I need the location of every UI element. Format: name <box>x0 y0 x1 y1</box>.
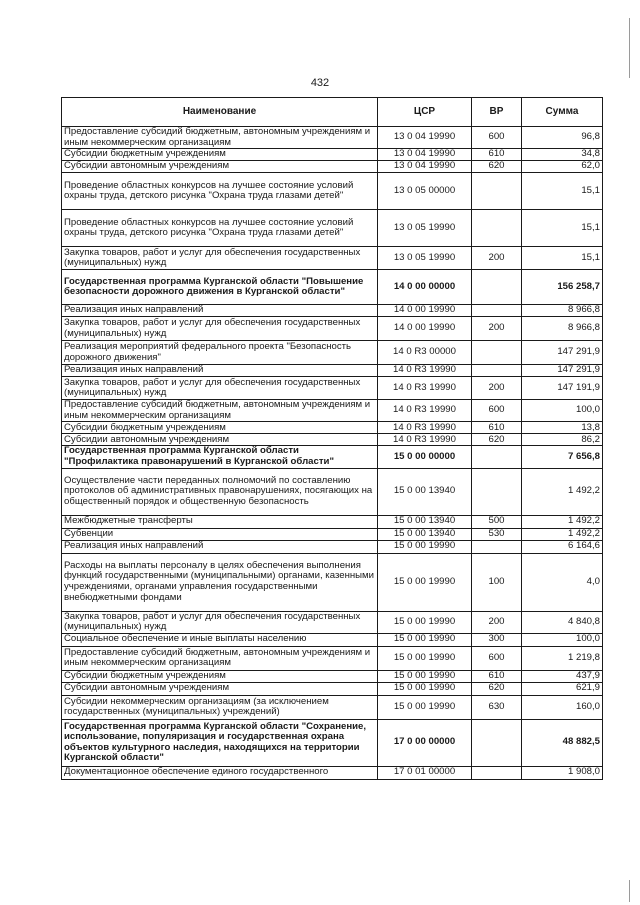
cell-sum: 1 492,2 <box>522 515 603 528</box>
cell-vr: 200 <box>472 247 522 270</box>
cell-csr: 15 0 00 19990 <box>378 611 472 633</box>
cell-csr: 14 0 R3 19990 <box>378 422 472 434</box>
cell-csr: 14 0 R3 19990 <box>378 377 472 400</box>
cell-sum: 160,0 <box>522 695 603 719</box>
budget-table <box>61 97 603 780</box>
cell-name: Предоставление субсидий бюджетным, автономным учреждениям и иным некоммерческим организациям <box>62 646 378 670</box>
cell-name: Межбюджетные трансферты <box>62 515 378 528</box>
cell-name: Расходы на выплаты персоналу в целях обеспечения выполнения функций государственными (муниципальными) органами, казенными учреждениями, органами управления государственными внебюджетными фондами <box>62 553 378 611</box>
cell-csr: 13 0 05 19990 <box>378 247 472 270</box>
cell-csr: 17 0 01 00000 <box>378 766 472 779</box>
cell-name: Субсидии бюджетным учреждениям <box>62 149 378 161</box>
cell-csr: 15 0 00 19990 <box>378 540 472 553</box>
table-row <box>62 161 603 173</box>
cell-name: Документационное обеспечение единого государственного <box>62 766 378 779</box>
cell-vr <box>472 270 522 305</box>
table-row <box>62 173 603 210</box>
cell-vr: 200 <box>472 317 522 341</box>
cell-csr: 15 0 00 00000 <box>378 446 472 468</box>
cell-csr: 15 0 00 13940 <box>378 468 472 515</box>
scan-edge-mark <box>629 18 630 78</box>
cell-csr: 14 0 R3 19990 <box>378 400 472 422</box>
cell-csr: 14 0 R3 19990 <box>378 365 472 377</box>
table-row <box>62 365 603 377</box>
cell-vr <box>472 446 522 468</box>
cell-sum: 34,8 <box>522 149 603 161</box>
cell-sum: 437,9 <box>522 670 603 682</box>
cell-sum: 147 291,9 <box>522 341 603 365</box>
cell-csr: 14 0 00 19990 <box>378 317 472 341</box>
cell-vr: 610 <box>472 149 522 161</box>
table-row <box>62 695 603 719</box>
table-row <box>62 633 603 646</box>
cell-vr: 620 <box>472 682 522 695</box>
cell-csr: 15 0 00 19990 <box>378 670 472 682</box>
cell-csr: 17 0 00 00000 <box>378 719 472 766</box>
cell-sum: 1 492,2 <box>522 468 603 515</box>
table-row <box>62 127 603 149</box>
table-row <box>62 646 603 670</box>
cell-name: Предоставление субсидий бюджетным, автономным учреждениям и иным некоммерческим организациям <box>62 400 378 422</box>
table-row <box>62 611 603 633</box>
table-row <box>62 515 603 528</box>
scan-edge-mark <box>629 880 630 902</box>
cell-csr: 13 0 05 19990 <box>378 210 472 247</box>
cell-sum: 1 492,2 <box>522 528 603 540</box>
cell-csr: 15 0 00 19990 <box>378 633 472 646</box>
cell-csr: 14 0 00 00000 <box>378 270 472 305</box>
table-row <box>62 400 603 422</box>
cell-sum: 621,9 <box>522 682 603 695</box>
cell-csr: 14 0 00 19990 <box>378 305 472 317</box>
table-body <box>62 127 603 780</box>
cell-sum: 13,8 <box>522 422 603 434</box>
cell-vr: 600 <box>472 646 522 670</box>
cell-csr: 15 0 00 13940 <box>378 515 472 528</box>
cell-name: Осуществление части переданных полномочий по составлению протоколов об административных правонарушениях, посягающих на общественный порядок и общественную безопасность <box>62 468 378 515</box>
cell-sum: 147 291,9 <box>522 365 603 377</box>
cell-sum: 1 908,0 <box>522 766 603 779</box>
table-row <box>62 270 603 305</box>
cell-vr <box>472 341 522 365</box>
cell-sum: 15,1 <box>522 173 603 210</box>
cell-csr: 15 0 00 19990 <box>378 646 472 670</box>
cell-vr: 300 <box>472 633 522 646</box>
header-csr: ЦСР <box>378 98 472 127</box>
table-header-row <box>62 98 603 127</box>
cell-sum: 62,0 <box>522 161 603 173</box>
cell-vr: 200 <box>472 377 522 400</box>
cell-sum: 7 656,8 <box>522 446 603 468</box>
cell-name: Субсидии бюджетным учреждениям <box>62 422 378 434</box>
cell-name: Субсидии автономным учреждениям <box>62 434 378 446</box>
header-sum: Сумма <box>522 98 603 127</box>
table-row <box>62 422 603 434</box>
cell-name: Социальное обеспечение и иные выплаты населению <box>62 633 378 646</box>
cell-vr: 610 <box>472 422 522 434</box>
cell-sum: 156 258,7 <box>522 270 603 305</box>
cell-name: Закупка товаров, работ и услуг для обеспечения государственных (муниципальных) нужд <box>62 611 378 633</box>
cell-csr: 13 0 04 19990 <box>378 161 472 173</box>
cell-name: Закупка товаров, работ и услуг для обеспечения государственных (муниципальных) нужд <box>62 247 378 270</box>
cell-csr: 13 0 04 19990 <box>378 149 472 161</box>
cell-vr: 620 <box>472 161 522 173</box>
header-vr: ВР <box>472 98 522 127</box>
cell-name: Субсидии бюджетным учреждениям <box>62 670 378 682</box>
cell-vr <box>472 540 522 553</box>
table-row <box>62 247 603 270</box>
cell-csr: 14 0 R3 19990 <box>378 434 472 446</box>
cell-csr: 15 0 00 19990 <box>378 682 472 695</box>
cell-sum: 6 164,6 <box>522 540 603 553</box>
table-row <box>62 149 603 161</box>
cell-csr: 15 0 00 19990 <box>378 695 472 719</box>
cell-name: Закупка товаров, работ и услуг для обеспечения государственных (муниципальных) нужд <box>62 377 378 400</box>
cell-vr: 610 <box>472 670 522 682</box>
cell-csr: 13 0 05 00000 <box>378 173 472 210</box>
cell-csr: 13 0 04 19990 <box>378 127 472 149</box>
table-row <box>62 434 603 446</box>
cell-vr: 620 <box>472 434 522 446</box>
table-row <box>62 377 603 400</box>
table-row <box>62 528 603 540</box>
cell-name: Субсидии автономным учреждениям <box>62 682 378 695</box>
cell-sum: 86,2 <box>522 434 603 446</box>
cell-name: Проведение областных конкурсов на лучшее состояние условий охраны труда, детского рисунка "Охрана труда глазами детей" <box>62 173 378 210</box>
cell-sum: 100,0 <box>522 400 603 422</box>
cell-name: Государственная программа Курганской области "Профилактика правонарушений в Курганской области" <box>62 446 378 468</box>
cell-sum: 147 191,9 <box>522 377 603 400</box>
cell-sum: 100,0 <box>522 633 603 646</box>
cell-sum: 4 840,8 <box>522 611 603 633</box>
cell-vr <box>472 766 522 779</box>
table-row <box>62 468 603 515</box>
cell-name: Государственная программа Курганской области "Сохранение, использование, популяризация и государственная охрана объектов культурного наследия, находящихся на территории Курганской области" <box>62 719 378 766</box>
cell-vr <box>472 365 522 377</box>
table-row <box>62 540 603 553</box>
cell-vr: 200 <box>472 611 522 633</box>
cell-name: Реализация иных направлений <box>62 540 378 553</box>
table-row <box>62 317 603 341</box>
cell-name: Закупка товаров, работ и услуг для обеспечения государственных (муниципальных) нужд <box>62 317 378 341</box>
table-row <box>62 670 603 682</box>
cell-name: Реализация иных направлений <box>62 365 378 377</box>
cell-name: Государственная программа Курганской области "Повышение безопасности дорожного движения в Курганской области" <box>62 270 378 305</box>
cell-sum: 48 882,5 <box>522 719 603 766</box>
cell-sum: 8 966,8 <box>522 317 603 341</box>
cell-vr: 100 <box>472 553 522 611</box>
header-name: Наименование <box>62 98 378 127</box>
cell-name: Реализация иных направлений <box>62 305 378 317</box>
cell-name: Субсидии автономным учреждениям <box>62 161 378 173</box>
cell-sum: 4,0 <box>522 553 603 611</box>
table-row <box>62 305 603 317</box>
cell-vr: 600 <box>472 400 522 422</box>
cell-name: Предоставление субсидий бюджетным, автономным учреждениям и иным некоммерческим организациям <box>62 127 378 149</box>
cell-csr: 15 0 00 19990 <box>378 553 472 611</box>
cell-vr: 500 <box>472 515 522 528</box>
cell-name: Субвенции <box>62 528 378 540</box>
cell-vr <box>472 719 522 766</box>
table-row <box>62 341 603 365</box>
cell-vr: 630 <box>472 695 522 719</box>
table-row <box>62 210 603 247</box>
cell-sum: 1 219,8 <box>522 646 603 670</box>
cell-vr <box>472 210 522 247</box>
table-row <box>62 553 603 611</box>
cell-name: Проведение областных конкурсов на лучшее состояние условий охраны труда, детского рисунка "Охрана труда глазами детей" <box>62 210 378 247</box>
cell-vr <box>472 468 522 515</box>
table-row <box>62 719 603 766</box>
cell-sum: 15,1 <box>522 247 603 270</box>
cell-sum: 96,8 <box>522 127 603 149</box>
table-row <box>62 446 603 468</box>
cell-sum: 8 966,8 <box>522 305 603 317</box>
cell-vr <box>472 173 522 210</box>
cell-vr: 530 <box>472 528 522 540</box>
table-row <box>62 682 603 695</box>
cell-csr: 14 0 R3 00000 <box>378 341 472 365</box>
cell-name: Реализация мероприятий федерального проекта "Безопасность дорожного движения" <box>62 341 378 365</box>
cell-vr <box>472 305 522 317</box>
cell-csr: 15 0 00 13940 <box>378 528 472 540</box>
table-row <box>62 766 603 779</box>
cell-vr: 600 <box>472 127 522 149</box>
cell-sum: 15,1 <box>522 210 603 247</box>
page-number: 432 <box>310 77 330 89</box>
cell-name: Субсидии некоммерческим организациям (за исключением государственных (муниципальных) учреждений) <box>62 695 378 719</box>
